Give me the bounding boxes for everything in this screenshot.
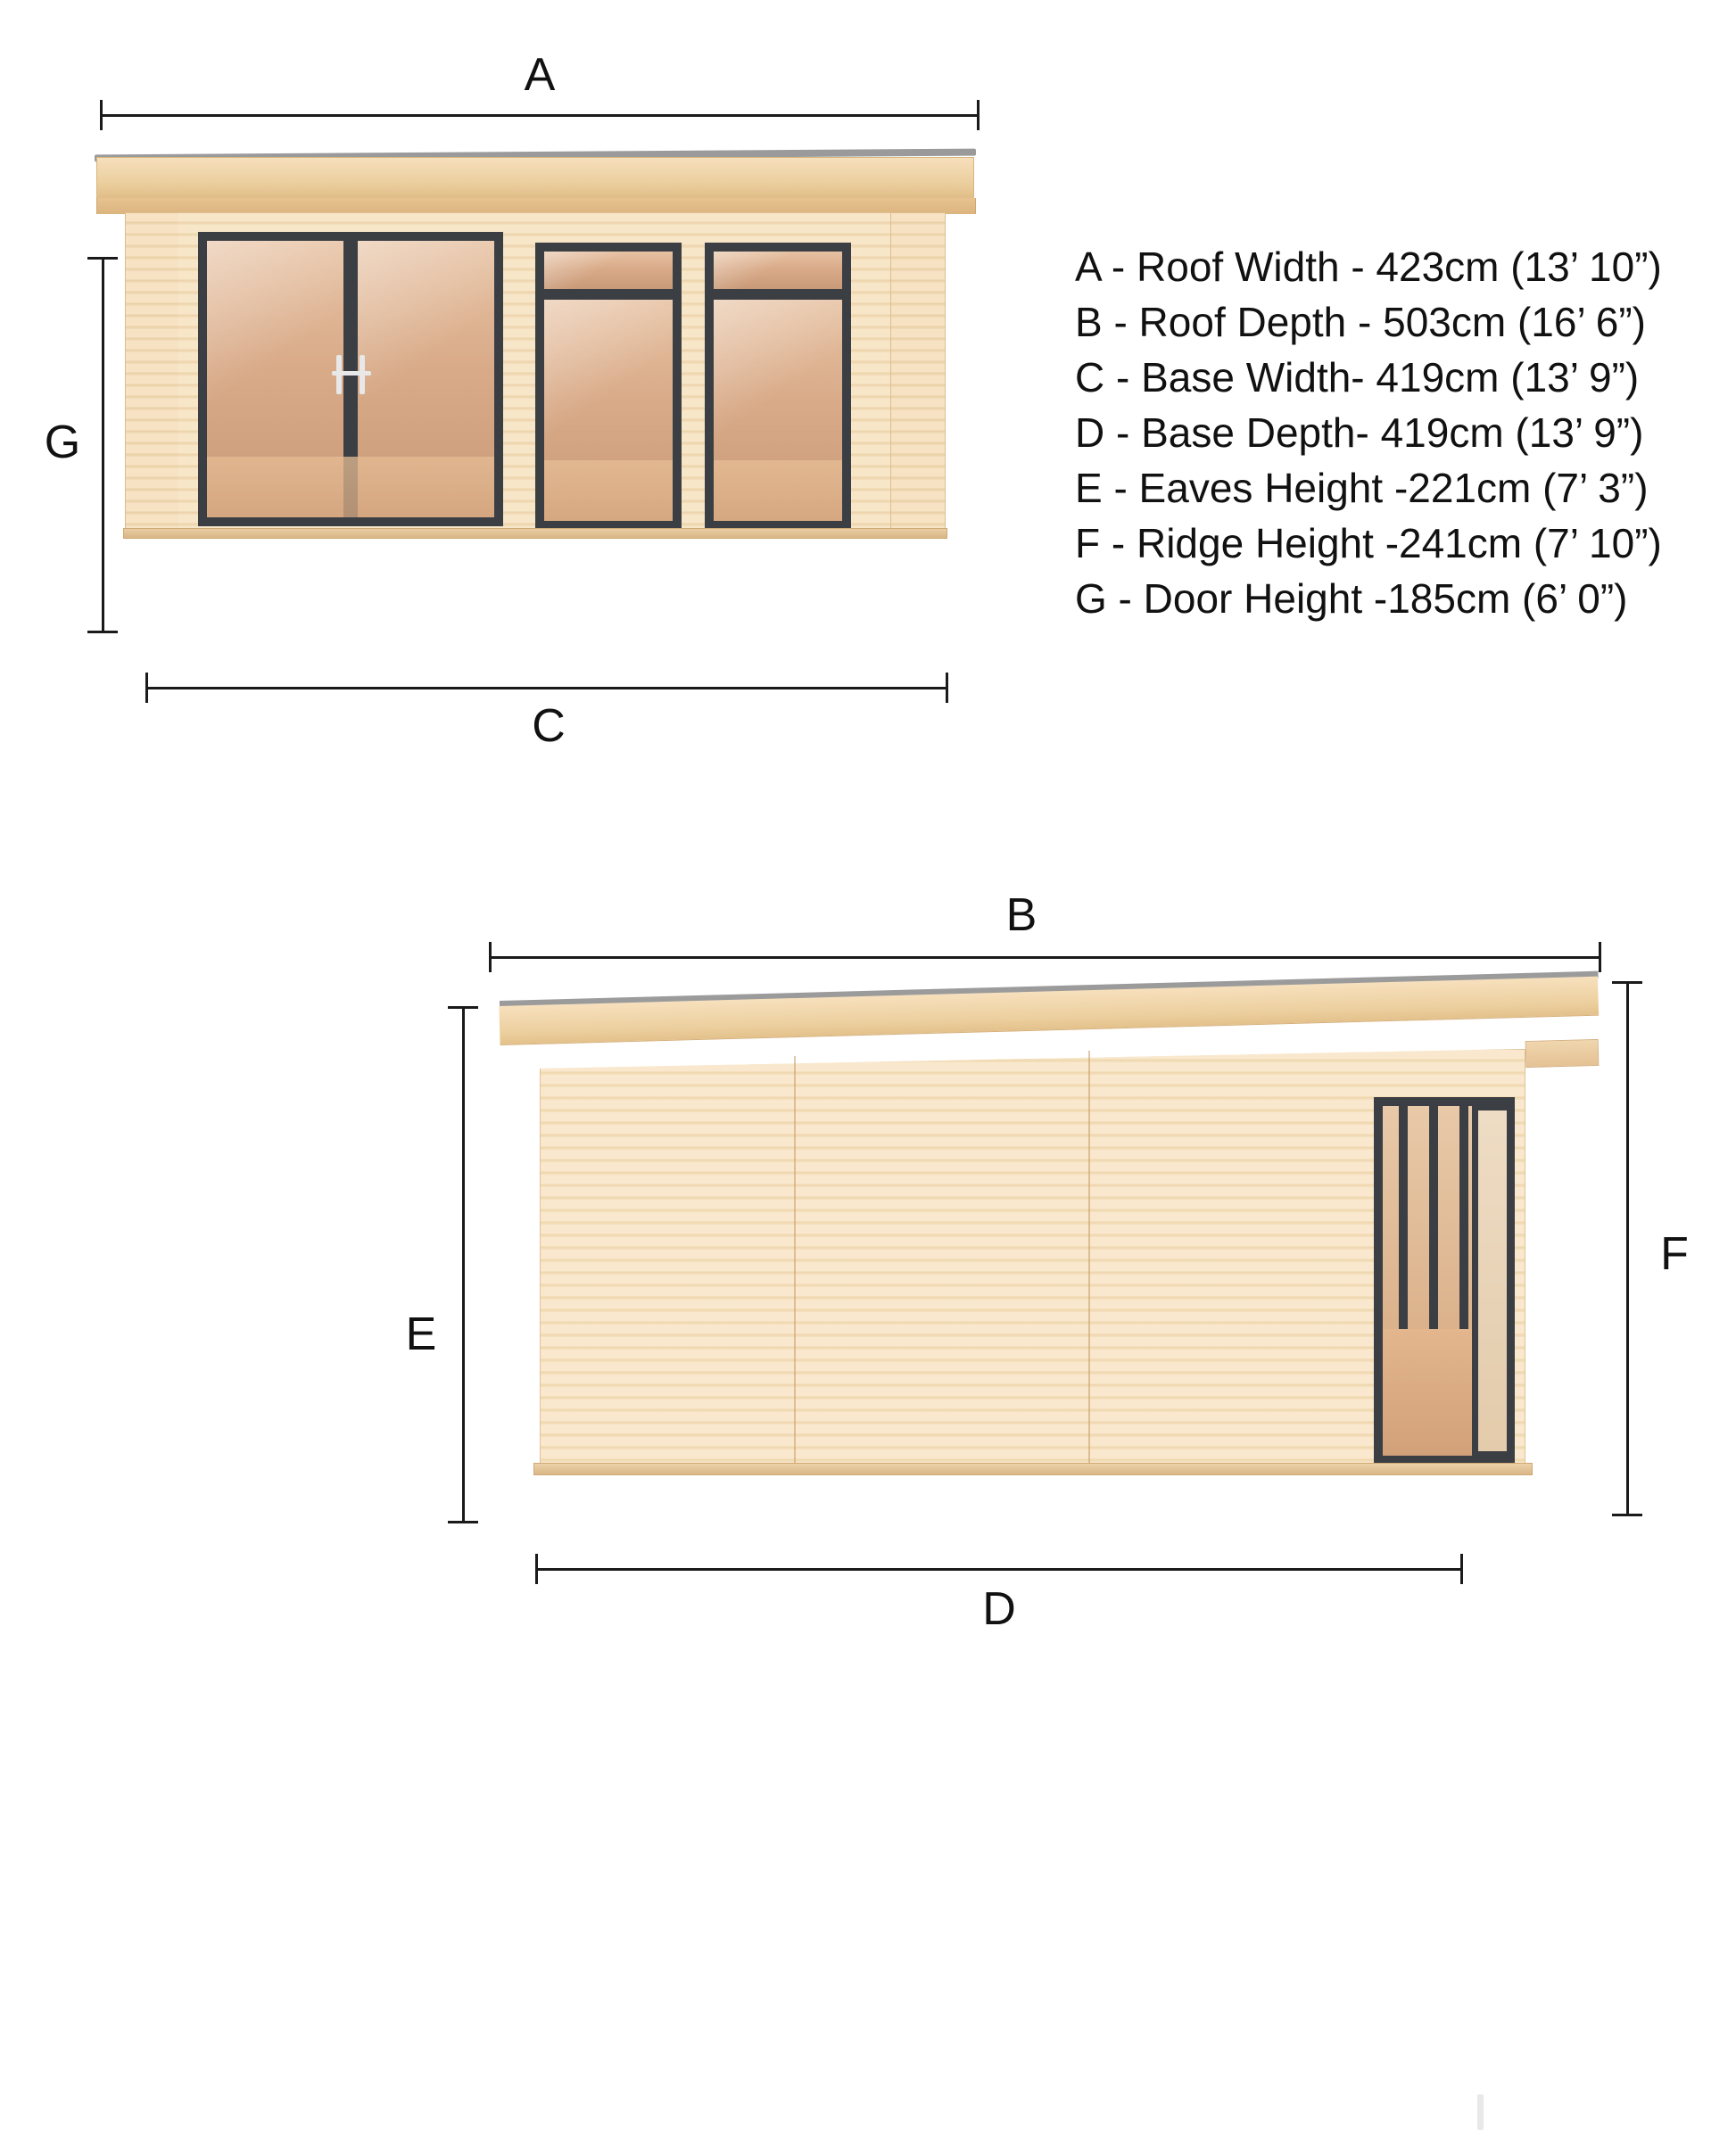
side-base-plinth: [533, 1463, 1533, 1475]
dimension-cap-d-left: [535, 1554, 538, 1584]
side-door-leaf[interactable]: [1472, 1104, 1513, 1457]
front-base-plinth: [123, 528, 947, 539]
dimension-cap-a-right: [977, 100, 980, 130]
dimension-label-f: F: [1660, 1228, 1689, 1280]
front-roof-fascia: [96, 157, 974, 200]
side-wall-seam-1: [794, 1056, 796, 1472]
dimension-line-e: [462, 1006, 465, 1523]
window-1-interior-floor: [544, 460, 673, 521]
dimension-cap-g-bottom: [87, 631, 118, 633]
dimension-cap-e-top: [448, 1006, 478, 1009]
dimension-cap-c-left: [145, 673, 148, 703]
dimension-line-b: [489, 956, 1601, 959]
front-interior-floor-a: [207, 457, 494, 517]
dimension-cap-e-bottom: [448, 1521, 478, 1523]
dimension-line-a: [100, 114, 980, 117]
window-2-interior-floor: [714, 460, 842, 521]
dimension-cap-b-left: [489, 942, 492, 972]
side-door-handle[interactable]: [1477, 2094, 1484, 2130]
specification-list: [1075, 239, 1699, 626]
dimension-label-g: G: [44, 417, 81, 468]
side-wall-seam-2: [1088, 1051, 1090, 1466]
dimension-line-c: [145, 687, 948, 689]
dimension-label-b: B: [1005, 889, 1037, 941]
dimension-line-f: [1626, 981, 1629, 1516]
interior-mullion-3: [1459, 1106, 1468, 1329]
dimension-cap-d-right: [1460, 1554, 1463, 1584]
front-elevation-drawing: [89, 143, 981, 535]
dimension-label-d: D: [982, 1583, 1016, 1635]
dimension-label-a: A: [524, 49, 556, 101]
interior-mullion-1: [1399, 1106, 1408, 1329]
dimension-label-e: E: [405, 1309, 437, 1360]
spec-row-f: F - Ridge Height -241cm (7’ 10”): [1075, 520, 1662, 566]
spec-row-a: A - Roof Width - 423cm (13’ 10”): [1075, 244, 1662, 290]
window-1-top-light: [544, 252, 673, 289]
spec-row-d: D - Base Depth- 419cm (13’ 9”): [1075, 409, 1644, 456]
dimension-cap-c-right: [946, 673, 948, 703]
dimension-label-c: C: [532, 700, 566, 752]
front-wall-left: [125, 212, 180, 533]
side-roof-overhang-right: [1525, 1039, 1600, 1068]
door-handle-cross: [332, 371, 371, 376]
spec-row-e: E - Eaves Height -221cm (7’ 3”): [1075, 465, 1649, 511]
spec-row-b: B - Roof Depth - 503cm (16’ 6”): [1075, 299, 1646, 345]
interior-mullion-2: [1429, 1106, 1438, 1329]
window-2-top-light: [714, 252, 842, 289]
side-elevation-drawing: [500, 963, 1624, 1516]
dimension-cap-a-left: [100, 100, 103, 130]
spec-row-g: G - Door Height -185cm (6’ 0”): [1075, 575, 1628, 622]
front-wall-right: [890, 212, 946, 533]
spec-row-c: C - Base Width- 419cm (13’ 9”): [1075, 354, 1640, 400]
dimension-line-d: [535, 1568, 1463, 1571]
